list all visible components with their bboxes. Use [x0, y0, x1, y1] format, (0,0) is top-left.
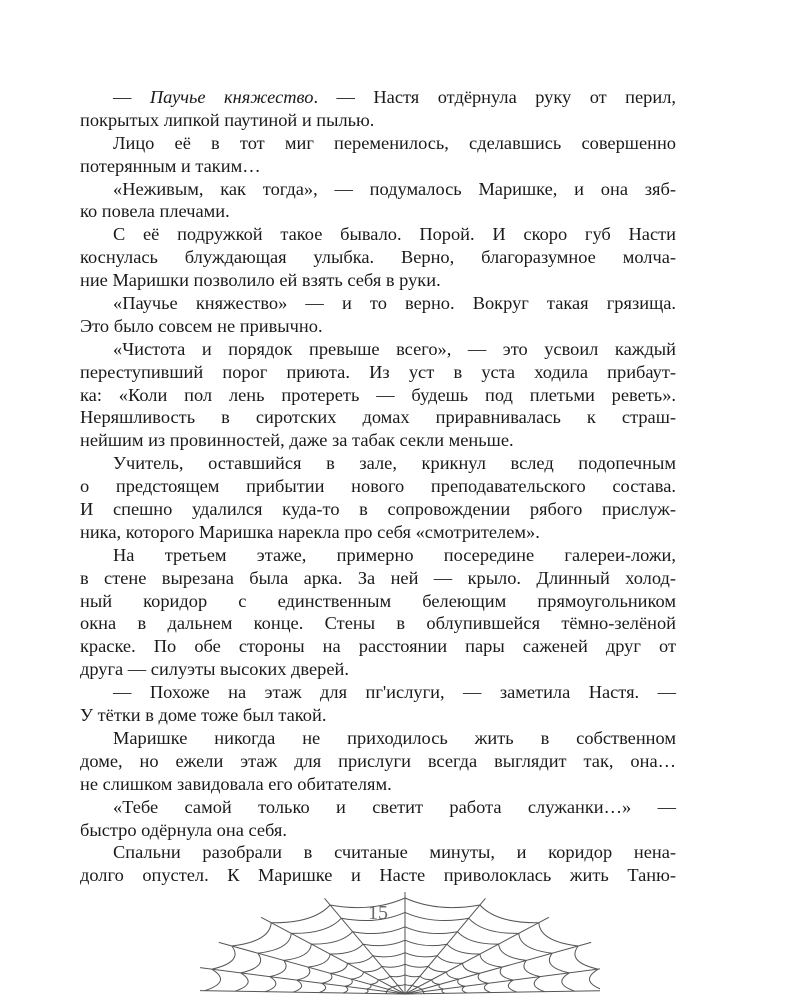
- paragraph: [80, 681, 676, 727]
- text-segment: Лицо её в тот миг переменилось, сделавшись совершенно: [113, 132, 676, 153]
- text-line: [80, 635, 676, 658]
- text-line: [80, 544, 676, 567]
- text-segment: окна в дальнем конце. Стены в облупившейся тёмно-зелёной: [80, 613, 676, 634]
- paragraph: [80, 727, 676, 796]
- text-segment: коснулась блуждающая улыбка. Верно, благоразумное молча-: [80, 247, 676, 268]
- page-body: [80, 86, 676, 887]
- paragraph: [80, 796, 676, 842]
- paragraph: [80, 841, 676, 887]
- text-segment: ника, которого Маришка нарекла про себя «смотрителем».: [80, 521, 540, 542]
- text-line: [80, 841, 676, 864]
- text-segment: С её подружкой такое бывало. Порой. И скоро губ Насти: [113, 224, 676, 245]
- text-segment: о предстоящем прибытии нового преподавательского состава.: [80, 476, 676, 497]
- text-segment: ный коридор с единственным белеющим прямоугольником: [80, 590, 676, 611]
- text-segment: потерянным и таким…: [80, 155, 261, 176]
- text-line: [80, 178, 676, 201]
- text-segment: «Неживым, как тогда», — подумалось Маришке, и она зяб-: [113, 178, 676, 199]
- text-segment: — Похоже на этаж для пг'ислуги, — заметила Настя. —: [113, 682, 676, 703]
- text-line: [80, 246, 676, 269]
- text-segment: Это было совсем не привычно.: [80, 315, 323, 336]
- text-segment: Спальни разобрали в считаные минуты, и коридор нена-: [113, 842, 676, 863]
- text-segment: «Чистота и порядок превыше всего», — это усвоил каждый: [113, 338, 676, 359]
- text-line: [80, 681, 676, 704]
- text-segment: Неряшливость в сиротских домах приравнивалась к страш-: [80, 407, 676, 428]
- text-segment: На третьем этаже, примерно посередине галереи-ложи,: [113, 544, 676, 565]
- text-segment: друга — силуэты высоких дверей.: [80, 659, 349, 680]
- text-line: [80, 727, 676, 750]
- text-segment: не слишком завидовала его обитателям.: [80, 773, 392, 794]
- text-line: [80, 819, 676, 842]
- text-segment: . — Настя отдёрнула руку от перил,: [313, 87, 676, 107]
- text-line: [80, 155, 676, 178]
- text-line: [80, 429, 676, 452]
- text-segment: ка: «Коли пол лень протереть — будешь под плетьми реветь».: [80, 384, 676, 405]
- text-line: [80, 773, 676, 796]
- paragraph: [80, 178, 676, 224]
- text-line: [80, 864, 676, 887]
- text-line: [80, 292, 676, 315]
- text-segment: Учитель, оставшийся в зале, крикнул вслед подопечным: [113, 453, 676, 474]
- text-segment: быстро одёрнула она себя.: [80, 819, 287, 840]
- text-line: [80, 452, 676, 475]
- paragraph: [80, 86, 676, 132]
- text-segment: доме, но ежели этаж для прислуги всегда выглядит так, она…: [80, 750, 676, 771]
- page-number: 15: [368, 902, 388, 924]
- spider-web-icon: [200, 892, 600, 1000]
- text-segment: переступивший порог приюта. Из уст в уста ходила прибаут-: [80, 361, 676, 382]
- text-line: [80, 109, 676, 132]
- text-line: [80, 704, 676, 727]
- paragraph: [80, 132, 676, 178]
- text-line: [80, 384, 676, 407]
- text-segment: И спешно удалился куда-то в сопровождении рябого прислуж-: [80, 499, 676, 520]
- text-line: [80, 200, 676, 223]
- text-line: [80, 269, 676, 292]
- text-line: [80, 750, 676, 773]
- text-line: [80, 590, 676, 613]
- text-line: [80, 567, 676, 590]
- text-line: [80, 86, 676, 109]
- paragraph: [80, 452, 676, 544]
- text-line: [80, 612, 676, 635]
- text-line: [80, 338, 676, 361]
- text-line: [80, 521, 676, 544]
- text-line: [80, 475, 676, 498]
- text-segment: «Тебе самой только и светит работа служанки…» —: [113, 796, 676, 817]
- text-line: [80, 223, 676, 246]
- text-segment: У тётки в доме тоже был такой.: [80, 705, 327, 726]
- text-line: [80, 498, 676, 521]
- paragraph: [80, 223, 676, 292]
- text-line: [80, 658, 676, 681]
- text-segment: ко повела плечами.: [80, 201, 230, 222]
- text-line: [80, 406, 676, 429]
- text-line: [80, 315, 676, 338]
- paragraph: [80, 292, 676, 338]
- text-segment: нейшим из провинностей, даже за табак секли меньше.: [80, 430, 514, 451]
- text-segment: долго опустел. К Маришке и Насте приволоклась жить Таню-: [80, 865, 676, 886]
- text-segment: Маришке никогда не приходилось жить в собственном: [113, 727, 676, 748]
- italic-text: Паучье княжество: [149, 87, 314, 107]
- text-segment: ние Маришки позволило ей взять себя в руки.: [80, 270, 441, 291]
- text-segment: краске. По обе стороны на расстоянии пары саженей друг от: [80, 636, 676, 657]
- text-line: [80, 796, 676, 819]
- text-segment: покрытых липкой паутиной и пылью.: [80, 109, 375, 130]
- text-segment: —: [113, 87, 150, 107]
- text-segment: в стене вырезана была арка. За ней — крыло. Длинный холод-: [80, 567, 676, 588]
- text-segment: «Паучье княжество» — и то верно. Вокруг такая грязища.: [113, 293, 676, 314]
- text-line: [80, 132, 676, 155]
- text-line: [80, 361, 676, 384]
- paragraph: [80, 338, 676, 452]
- paragraph: [80, 544, 676, 681]
